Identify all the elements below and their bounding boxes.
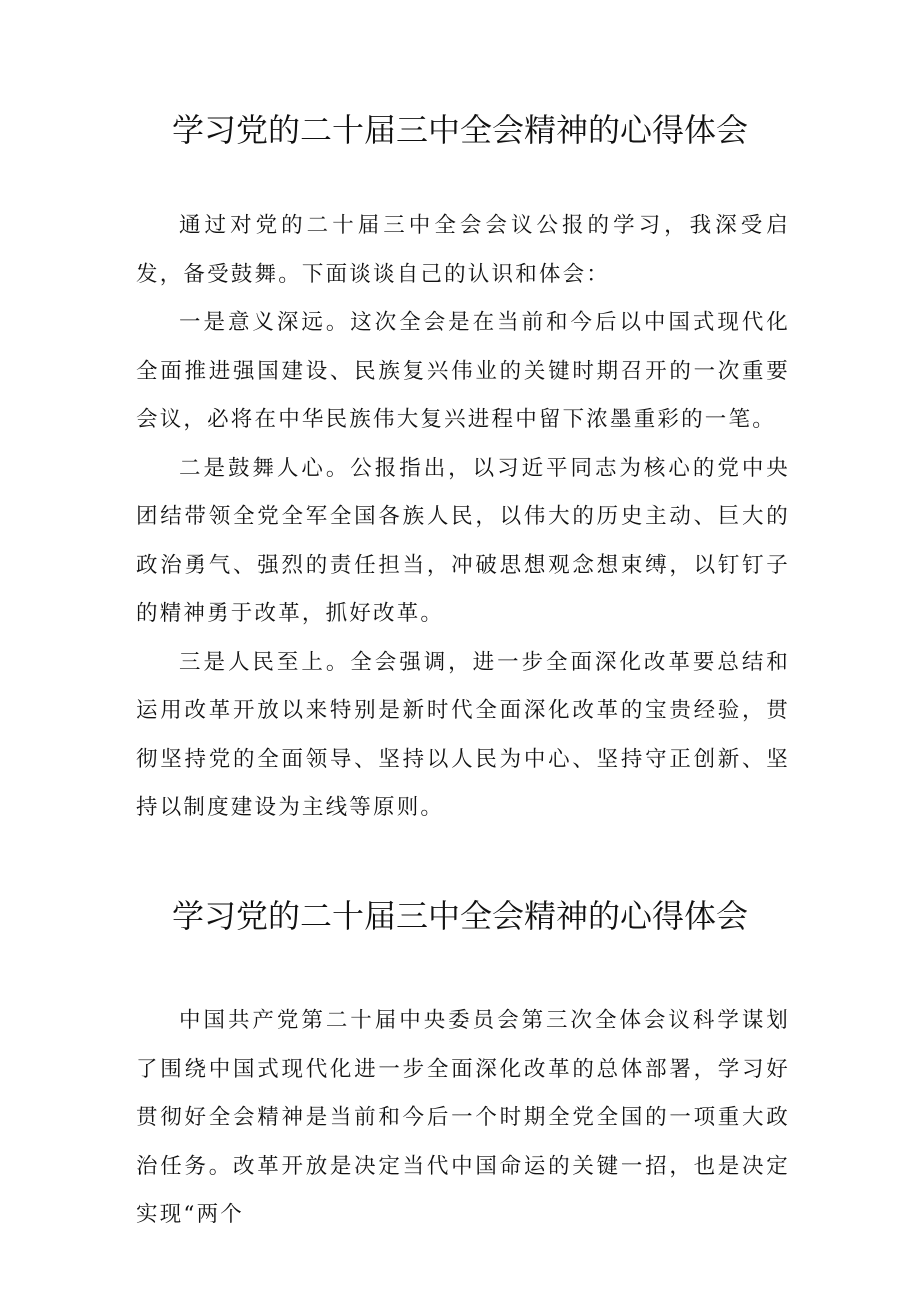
section-1-paragraph-2: 一是意义深远。这次全会是在当前和今后以中国式现代化全面推进强国建设、民族复兴伟业的关键时期召开的一次重要会议，必将在中华民族伟大复兴进程中留下浓墨重彩的一笔。 [136, 310, 790, 432]
section-1-body [136, 202, 790, 833]
section-1-paragraph-1: 通过对党的二十届三中全会会议公报的学习，我深受启发，备受鼓舞。下面谈谈自己的认识和体会： [136, 213, 790, 287]
section-2-title: 学习党的二十届三中全会精神的心得体会 [171, 897, 748, 935]
section-2-body [136, 997, 790, 1240]
section-1-title: 学习党的二十届三中全会精神的心得体会 [171, 111, 748, 149]
section-1-paragraph-3: 二是鼓舞人心。公报指出，以习近平同志为核心的党中央团结带领全党全军全国各族人民，以伟大的历史主动、巨大的政治勇气、强烈的责任担当，冲破思想观念想束缚，以钉钉子的精神勇于改革，抓好改革。 [136, 455, 790, 626]
section-1-paragraph-4: 三是人民至上。全会强调，进一步全面深化改革要总结和运用改革开放以来特别是新时代全面深化改革的宝贵经验，贯彻坚持党的全面领导、坚持以人民为中心、坚持守正创新、坚持以制度建设为主线等原则。 [136, 649, 790, 820]
section-2-paragraph-1: 中国共产党第二十届中央委员会第三次全体会议科学谋划了围绕中国式现代化进一步全面深化改革的总体部署，学习好贯彻好全会精神是当前和今后一个时期全党全国的一项重大政治任务。改革开放是决定当代中国命运的关键一招，也是决定实现“两个 [136, 1008, 790, 1227]
